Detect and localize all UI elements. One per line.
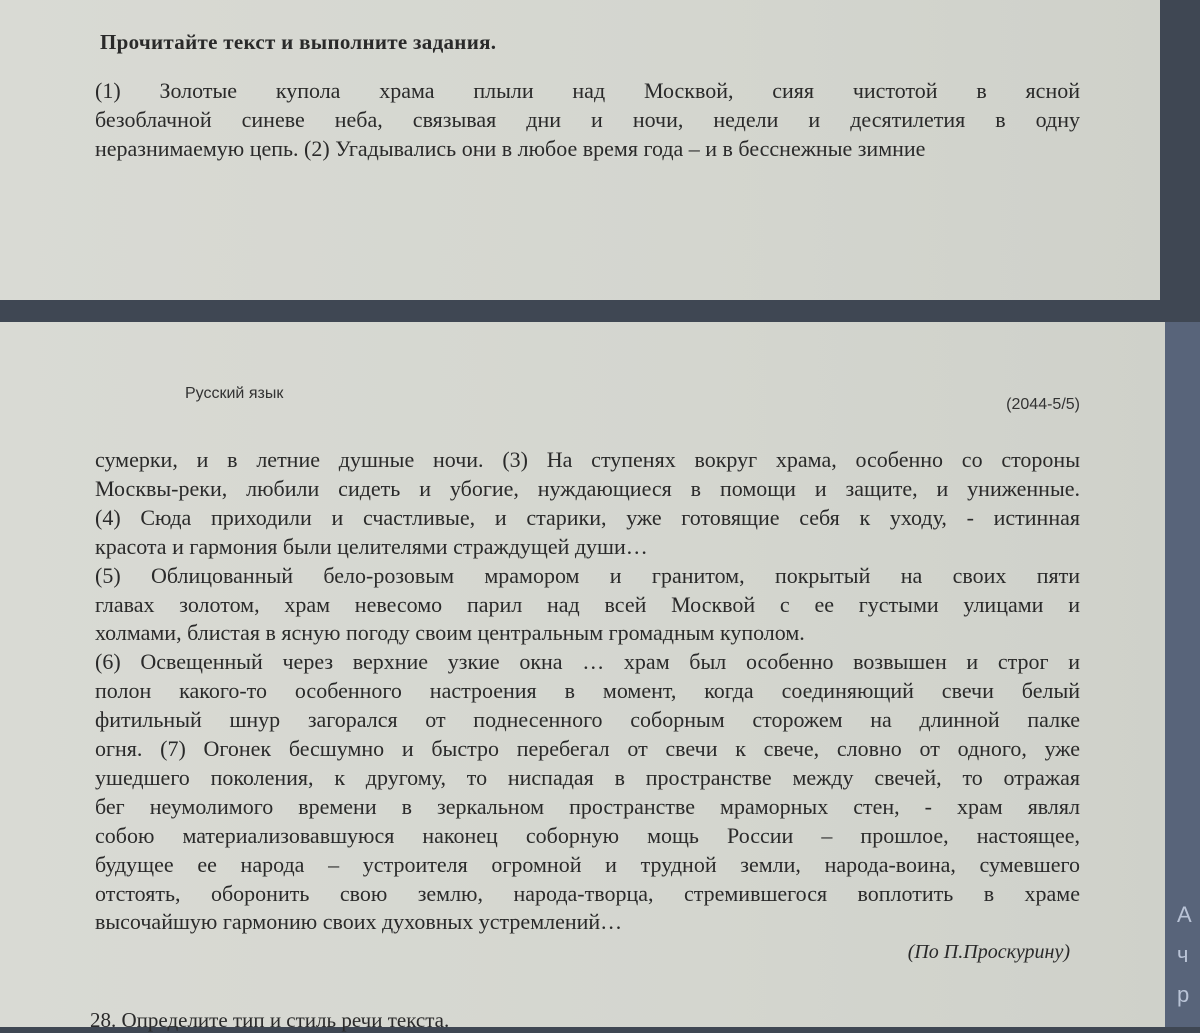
text-line: полон какого-то особенного настроения в момент, когда соединяющий свечи белый: [95, 678, 1080, 704]
text-line: (1) Золотые купола храма плыли над Москвой, сияя чистотой в ясной: [95, 78, 1080, 103]
text-line: сумерки, и в летние душные ночи. (3) На ступенях вокруг храма, особенно со стороны: [95, 447, 1080, 472]
variant-code: (2044-5/5): [1006, 396, 1080, 413]
text-line: главах золотом, храм невесомо парил над всей Москвой с ее густыми улицами и: [95, 591, 1080, 617]
question-28: 28. Определите тип и стиль речи текста.: [90, 1008, 450, 1032]
document-page-2: [0, 322, 1165, 1027]
text-line: (5) Облицованный бело-розовым мрамором и гранитом, покрытый на своих пяти: [95, 562, 1080, 588]
text-line: высочайшую гармонию своих духовных устремлений…: [95, 909, 623, 935]
text-line: фитильный шнур загорался от поднесенного соборным сторожем на длинной палке: [95, 707, 1080, 733]
text-line: Москвы-реки, любили сидеть и убогие, нуждающиеся в помощи и защите, и униженные.: [95, 475, 1080, 501]
text-line: ушедшего поколения, к другому, то ниспадая в пространстве между свечей, то отражая: [95, 764, 1080, 790]
text-line: безоблачной синеве неба, связывая дни и ночи, недели и десятилетия в одну: [95, 107, 1080, 132]
text-line: неразнимаемую цепь. (2) Угадывались они в любое время года – и в бесснежные зимние: [95, 136, 926, 161]
text-line: (6) Освещенный через верхние узкие окна … храм был особенно возвышен и строг и: [95, 649, 1080, 675]
side-letter: ч: [1177, 942, 1189, 967]
text-line: будущее ее народа – устроителя огромной и трудной земли, народа-воина, сумевшего: [95, 851, 1080, 877]
text-line: красота и гармония были целителями страждущей души…: [95, 533, 648, 559]
text-line: отстоять, оборонить свою землю, народа-творца, стремившегося воплотить в храме: [95, 880, 1080, 906]
document-page-1: [0, 0, 1160, 300]
attribution: (По П.Проскурину): [907, 941, 1070, 963]
side-panel: [1165, 322, 1200, 1027]
task-title: Прочитайте текст и выполните задания.: [100, 30, 497, 54]
text-line: (4) Сюда приходили и счастливые, и старики, уже готовящие себя к уходу, - истинная: [95, 504, 1080, 530]
text-line: холмами, блистая в ясную погоду своим центральным громадным куполом.: [95, 620, 805, 646]
side-letter: р: [1177, 982, 1190, 1007]
text-line: собою материализовавшуюся наконец соборную мощь России – прошлое, настоящее,: [95, 822, 1080, 848]
side-letter: А: [1177, 902, 1192, 927]
text-line: бег неумолимого времени в зеркальном пространстве мраморных стен, - храм являл: [95, 793, 1080, 819]
text-line: огня. (7) Огонек бесшумно и быстро перебегал от свечи к свече, словно от одного, уже: [95, 736, 1080, 761]
subject-header: Русский язык: [185, 385, 284, 402]
